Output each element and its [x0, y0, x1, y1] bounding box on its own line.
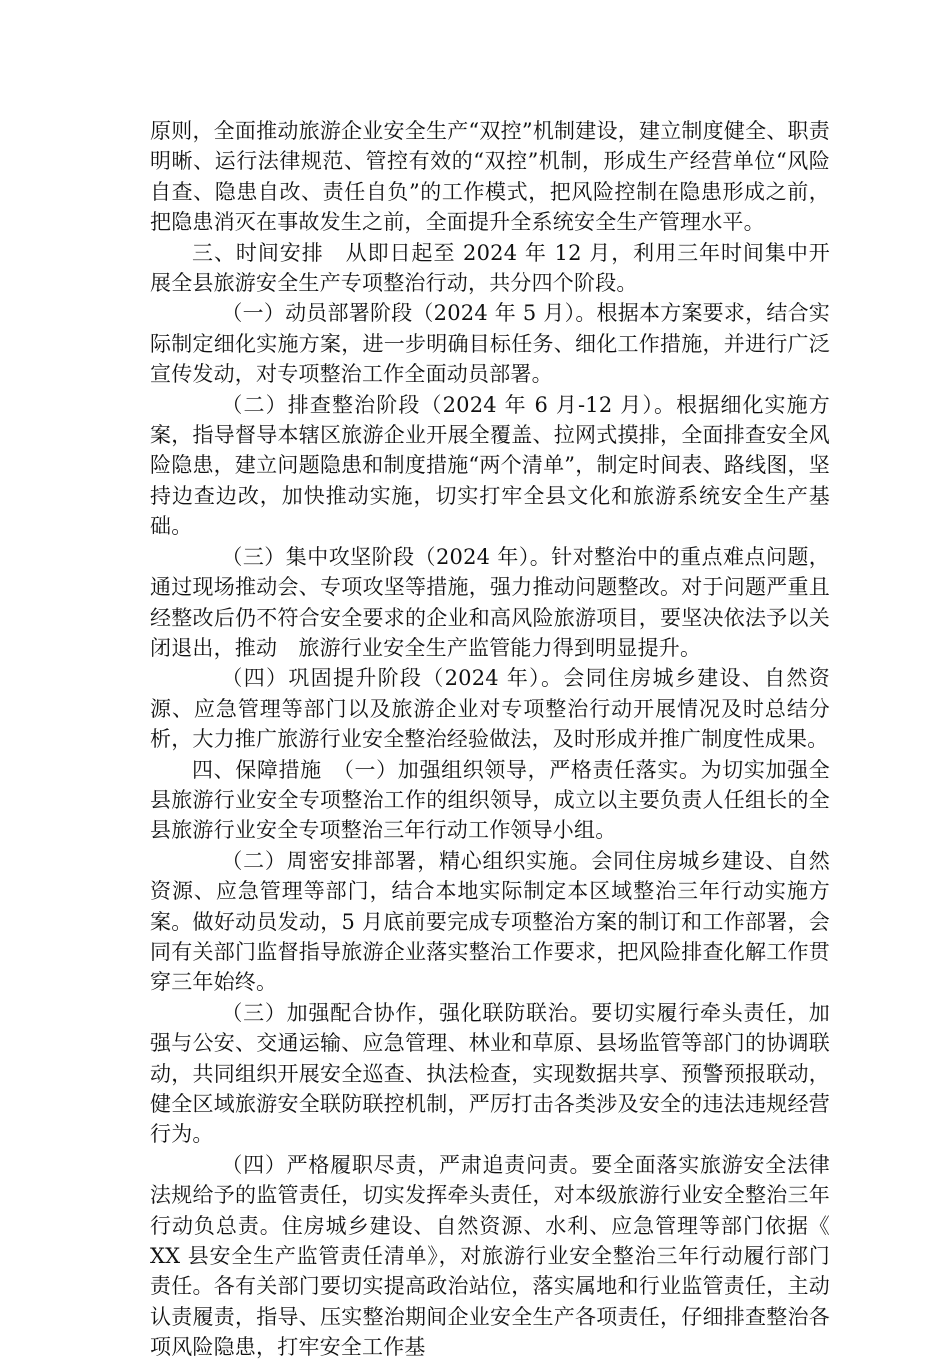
- paragraph-safeguards-accountability: （四）严格履职尽责，严肃追责问责。要全面落实旅游安全法律法规给予的监管责任，切实发挥牵头责任，对本级旅游行业安全整治三年行动负总责。住房城乡建设、自然资源、水利、应急管理等部门依据《 XX 县安全生产监管责任清单》，对旅游行业安全整治三年行动履行部门责任。各有关部门要切实提高政治站位，落实属地和行业监管责任，主动认责履责，指导、压实整治期间企业安全生产各项责任，仔细排查整治各项风险隐患，打牢安全工作基: [150, 1152, 852, 1360]
- paragraph-safeguards-leadership: 四、保障措施 （一）加强组织领导，严格责任落实。为切实加强全县旅游行业安全专项整治工作的组织领导，成立以主要负责人任组长的全县旅游行业安全专项整治三年行动工作领导小组。: [150, 757, 830, 843]
- paragraph-stage-mobilization: （一）动员部署阶段（2024 年 5 月）。根据本方案要求，结合实际制定细化实施方案，进一步明确目标任务、细化工作措施，并进行广泛宣传发动，对专项整治工作全面动员部署。: [150, 301, 830, 387]
- paragraph-schedule: 三、时间安排 从即日起至 2024 年 12 月，利用三年时间集中开展全县旅游安全生产专项整治行动，共分四个阶段。: [150, 240, 830, 296]
- paragraph-safeguards-cooperation: （三）加强配合协作，强化联防联治。要切实履行牵头责任，加强与公安、交通运输、应急管理、林业和草原、县场监管等部门的协调联动，共同组织开展安全巡查、执法检查，实现数据共享、预警预报联动，健全区域旅游安全联防联控机制，严厉打击各类涉及安全的违法违规经营行为。: [150, 1000, 830, 1147]
- document-body: [150, 116, 852, 1363]
- paragraph-safeguards-deployment: （二）周密安排部署，精心组织实施。会同住房城乡建设、自然资源、应急管理等部门，结合本地实际制定本区域整治三年行动实施方案。做好动员发动，5 月底前要完成专项整治方案的制订和工作部署，会同有关部门监督指导旅游企业落实整治工作要求，把风险排查化解工作贯穿三年始终。: [150, 848, 830, 995]
- paragraph-stage-tackling: （三）集中攻坚阶段（2024 年）。针对整治中的重点难点问题，通过现场推动会、专项攻坚等措施，强力推动问题整改。对于问题严重且经整改后仍不符合安全要求的企业和高风险旅游项目，要坚决依法予以关闭退出，推动 旅游行业安全生产监管能力得到明显提升。: [150, 544, 830, 660]
- paragraph-stage-investigation: （二）排查整治阶段（2024 年 6 月-12 月）。根据细化实施方案，指导督导本辖区旅游企业开展全覆盖、拉网式摸排，全面排查安全风险隐患，建立问题隐患和制度措施“两个清单”，制定时间表、路线图，坚持边查边改，加快推动实施，切实打牢全县文化和旅游系统安全生产基础。: [150, 392, 830, 539]
- paragraph-stage-consolidation: （四）巩固提升阶段（2024 年）。会同住房城乡建设、自然资源、应急管理等部门以及旅游企业对专项整治行动开展情况及时总结分析，大力推广旅游行业安全整治经验做法，及时形成并推广制度性成果。: [150, 666, 830, 752]
- paragraph-principle-continued: 原则，全面推动旅游企业安全生产“双控”机制建设，建立制度健全、职责明晰、运行法律规范、管控有效的“双控”机制，形成生产经营单位“风险自查、隐患自改、责任自负”的工作模式，把风险控制在隐患形成之前，把隐患消灭在事故发生之前，全面提升全系统安全生产管理水平。: [150, 119, 830, 235]
